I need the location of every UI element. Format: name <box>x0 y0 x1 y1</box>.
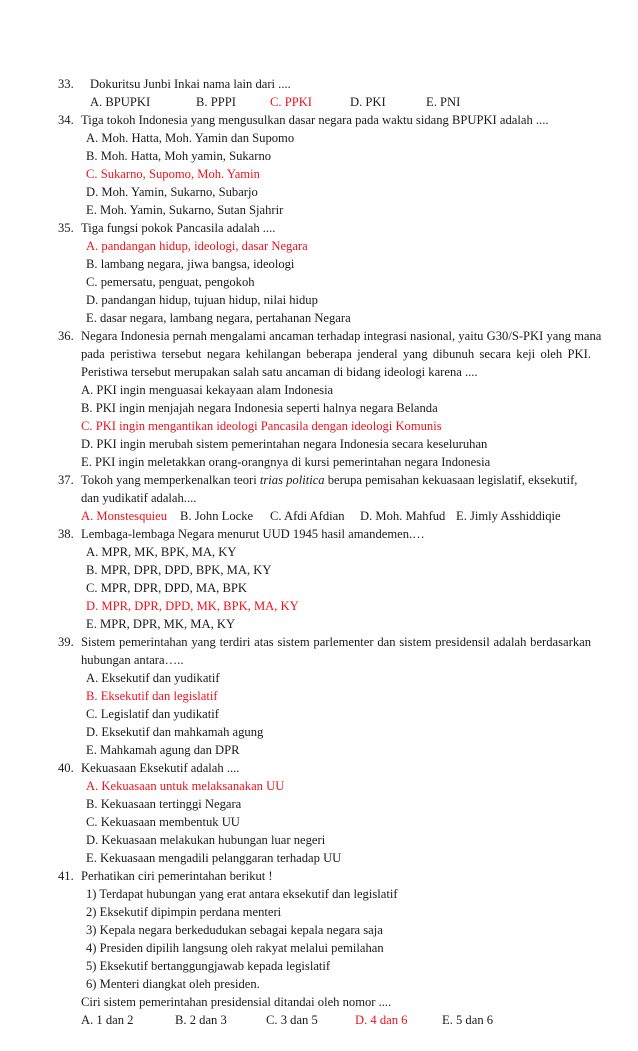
question-text: Lembaga-lembaga Negara menurut UUD 1945 hasil amandemen.… <box>81 527 425 541</box>
option-a: A. PKI ingin menguasai kekayaan alam Indonesia <box>81 383 334 397</box>
option-c-answer: C. PKI ingin mengantikan ideologi Pancasila dengan ideologi Komunis <box>81 419 442 433</box>
option-e: E. PKI ingin meletakkan orang-orangnya di kursi pemerintahan negara Indonesia <box>81 455 491 469</box>
option-d: D. Moh. Mahfud <box>360 509 446 523</box>
option-b: B. PPPI <box>196 95 236 109</box>
option-e: E. Kekuasaan mengadili pelanggaran terhadap UU <box>86 851 342 865</box>
option-a-answer: A. Monstesquieu <box>81 509 168 523</box>
option-c: C. Afdi Afdian <box>270 509 345 523</box>
option-d: D. PKI ingin merubah sistem pemerintahan negara Indonesia secara keseluruhan <box>81 437 488 451</box>
question-number: 40. <box>58 761 74 775</box>
question-number: 41. <box>58 869 74 883</box>
question-text <box>81 471 577 489</box>
option-d: D. Kekuasaan melakukan hubungan luar negeri <box>86 833 326 847</box>
option-b: B. Moh. Hatta, Moh yamin, Sukarno <box>86 149 272 163</box>
question-text: Tiga tokoh Indonesia yang mengusulkan dasar negara pada waktu sidang BPUPKI adalah .... <box>81 113 549 127</box>
option-c: C. Legislatif dan yudikatif <box>86 707 219 721</box>
option-d: D. Moh. Yamin, Sukarno, Subarjo <box>86 185 258 199</box>
question-number: 33. <box>58 77 74 91</box>
list-item: 5) Eksekutif bertanggungjawab kepada legislatif <box>86 959 331 973</box>
question-closing-text: Ciri sistem pemerintahan presidensial ditandai oleh nomor .... <box>81 995 392 1009</box>
option-c-answer: C. Sukarno, Supomo, Moh. Yamin <box>86 167 260 181</box>
option-d: D. PKI <box>350 95 386 109</box>
option-d: D. Eksekutif dan mahkamah agung <box>86 725 264 739</box>
list-item: 2) Eksekutif dipimpin perdana menteri <box>86 905 282 919</box>
question-text-line-2: hubungan antara….. <box>81 653 184 667</box>
option-b: B. lambang negara, jiwa bangsa, ideologi <box>86 257 295 271</box>
option-b-answer: B. Eksekutif dan legislatif <box>86 689 218 703</box>
list-item: 3) Kepala negara berkedudukan sebagai kepala negara saja <box>86 923 383 937</box>
option-e: E. Mahkamah agung dan DPR <box>86 743 240 757</box>
question-text-line-1: Negara Indonesia pernah mengalami ancaman terhadap integrasi nasional, yaitu G30/S-PKI yang mana <box>81 329 602 343</box>
list-item: 6) Menteri diangkat oleh presiden. <box>86 977 260 991</box>
list-item: 1) Terdapat hubungan yang erat antara eksekutif dan legislatif <box>86 887 398 901</box>
option-e: E. PNI <box>426 95 461 109</box>
option-e: E. Moh. Yamin, Sukarno, Sutan Sjahrir <box>86 203 284 217</box>
option-b: B. Kekuasaan tertinggi Negara <box>86 797 242 811</box>
question-number: 34. <box>58 113 74 127</box>
question-number: 36. <box>58 329 74 343</box>
option-a-answer: A. pandangan hidup, ideologi, dasar Negara <box>86 239 308 253</box>
option-a: A. BPUPKI <box>90 95 151 109</box>
option-a: A. MPR, MK, BPK, MA, KY <box>86 545 237 559</box>
option-e: E. dasar negara, lambang negara, pertahanan Negara <box>86 311 351 325</box>
question-number: 35. <box>58 221 74 235</box>
option-b: B. PKI ingin menjajah negara Indonesia seperti halnya negara Belanda <box>81 401 438 415</box>
option-c: C. Kekuasaan membentuk UU <box>86 815 240 829</box>
question-text-pre: Tokoh yang memperkenalkan teori <box>81 473 260 487</box>
question-text-line-3: Peristiwa tersebut merupakan salah satu ancaman di bidang ideologi karena .... <box>81 365 478 379</box>
option-e: E. Jimly Asshiddiqie <box>456 509 561 523</box>
question-text-italic-term: trias politica <box>259 473 325 487</box>
question-text-post: berupa pemisahan kekuasaan legislatif, eksekutif, <box>324 473 578 487</box>
question-number: 37. <box>58 473 74 487</box>
option-b: B. John Locke <box>180 509 254 523</box>
question-text: Dokuritsu Junbi Inkai nama lain dari .... <box>90 77 291 91</box>
question-number: 38. <box>58 527 74 541</box>
option-e: E. MPR, DPR, MK, MA, KY <box>86 617 236 631</box>
list-item: 4) Presiden dipilih langsung oleh rakyat melalui pemilahan <box>86 941 384 955</box>
option-c: C. 3 dan 5 <box>266 1013 318 1027</box>
option-a-answer: A. Kekuasaan untuk melaksanakan UU <box>86 779 285 793</box>
option-d-answer: D. 4 dan 6 <box>355 1013 408 1027</box>
option-d-answer: D. MPR, DPR, DPD, MK, BPK, MA, KY <box>86 599 299 613</box>
option-c: C. MPR, DPR, DPD, MA, BPK <box>86 581 247 595</box>
option-c-answer: C. PPKI <box>270 95 312 109</box>
option-c: C. pemersatu, penguat, pengokoh <box>86 275 255 289</box>
question-text-line-2: pada peristiwa tersebut negara kehilangan beberapa jenderal yang dibunuh secara keji oleh PKI. <box>81 347 591 361</box>
option-b: B. MPR, DPR, DPD, BPK, MA, KY <box>86 563 272 577</box>
question-text-line-1: Sistem pemerintahan yang terdiri atas sistem parlementer dan sistem presidensil adalah berdasarkan <box>81 635 591 649</box>
option-d: D. pandangan hidup, tujuan hidup, nilai hidup <box>86 293 318 307</box>
question-text: Kekuasaan Eksekutif adalah .... <box>81 761 240 775</box>
question-number: 39. <box>58 635 74 649</box>
option-b: B. 2 dan 3 <box>175 1013 227 1027</box>
option-e: E. 5 dan 6 <box>442 1013 494 1027</box>
question-text: Perhatikan ciri pemerintahan berikut ! <box>81 869 273 883</box>
question-text-line-2: dan yudikatif adalah.... <box>81 491 197 505</box>
option-a: A. Moh. Hatta, Moh. Yamin dan Supomo <box>86 131 295 145</box>
question-text: Tiga fungsi pokok Pancasila adalah .... <box>81 221 276 235</box>
option-a: A. 1 dan 2 <box>81 1013 134 1027</box>
option-a: A. Eksekutif dan yudikatif <box>86 671 220 685</box>
